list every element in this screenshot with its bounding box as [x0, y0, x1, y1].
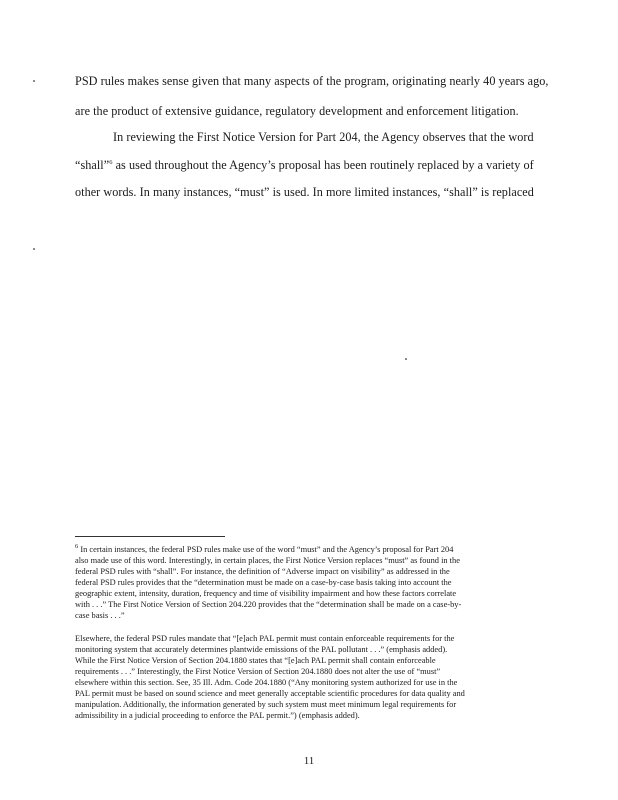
footnote-line-7: case basis . . .” — [75, 611, 125, 620]
quoted-word-shall: “shall” — [75, 158, 110, 172]
footnote-reference: 6 — [109, 158, 113, 166]
body-text-line-3: In reviewing the First Notice Version for Part 204, the Agency observes that the word — [113, 130, 534, 144]
body-text-line-4 — [75, 158, 534, 173]
body-text-line-4-rest: as used throughout the Agency’s proposal has been routinely replaced by a variety of — [112, 158, 534, 172]
footnote-marker: 6 — [75, 543, 79, 551]
footnote-line-9: monitoring system that accurately determines plantwide emissions of the PAL pollutant . . .” (emphasis added). — [75, 645, 448, 654]
footnote-line-14: manipulation. Additionally, the information generated by such system must meet minimum legal requirements for — [75, 700, 457, 709]
footnote-line-2: also made use of this word. Interestingly, in certain places, the First Notice Version replaces “must” as found in the — [75, 556, 460, 565]
page-number: 11 — [303, 755, 315, 767]
scan-speck — [33, 80, 35, 82]
scan-speck — [405, 358, 407, 360]
body-text-line-1: PSD rules makes sense given that many aspects of the program, originating nearly 40 years ago, — [75, 74, 549, 88]
footnote-line-1: $^6$ In certain instances, the federal PSD rules make use of the word “must” and the Agency’s proposal for Part 204 — [75, 543, 454, 554]
footnote-line-3: federal PSD rules with “shall”. For instance, the definition of “Adverse impact on visibility” as addressed in the — [75, 567, 450, 576]
footnote-line-8: Elsewhere, the federal PSD rules mandate that “[e]ach PAL permit must contain enforceable requirements for the — [75, 634, 455, 643]
footnote-line-4: federal PSD rules provides that the “determination must be made on a case-by-case basis taking into account the — [75, 578, 452, 587]
footnote-line-10: While the First Notice Version of Section 204.1880 states that “[e]ach PAL permit shall contain enforceable — [75, 656, 436, 665]
body-text-line-2: are the product of extensive guidance, regulatory development and enforcement litigation. — [75, 104, 519, 118]
footnote-line-6: with . . .” The First Notice Version of Section 204.220 provides that the “determination shall be made on a case-by- — [75, 600, 462, 609]
body-text-line-5: other words. In many instances, “must” is used. In more limited instances, “shall” is replaced — [75, 185, 534, 199]
footnote-line-5: geographic extent, intensity, duration, frequency and time of visibility impairment and how these factors correlate — [75, 589, 457, 598]
footnote-separator — [75, 536, 225, 537]
footnote-line-12: elsewhere within this section. See, 35 Ill. Adm. Code 204.1880 (“Any monitoring system authorized for use in the — [75, 678, 458, 687]
footnote-line-15: admissibility in a judicial proceeding to enforce the PAL permit.”) (emphasis added). — [75, 711, 360, 720]
footnote-line-13: PAL permit must be based on sound science and meet generally acceptable scientific procedures for data quality and — [75, 689, 465, 698]
footnote-line-11: requirements . . .” Interestingly, the First Notice Version of Section 204.1880 does not alter the use of “must” — [75, 667, 441, 676]
scan-speck — [33, 248, 35, 250]
